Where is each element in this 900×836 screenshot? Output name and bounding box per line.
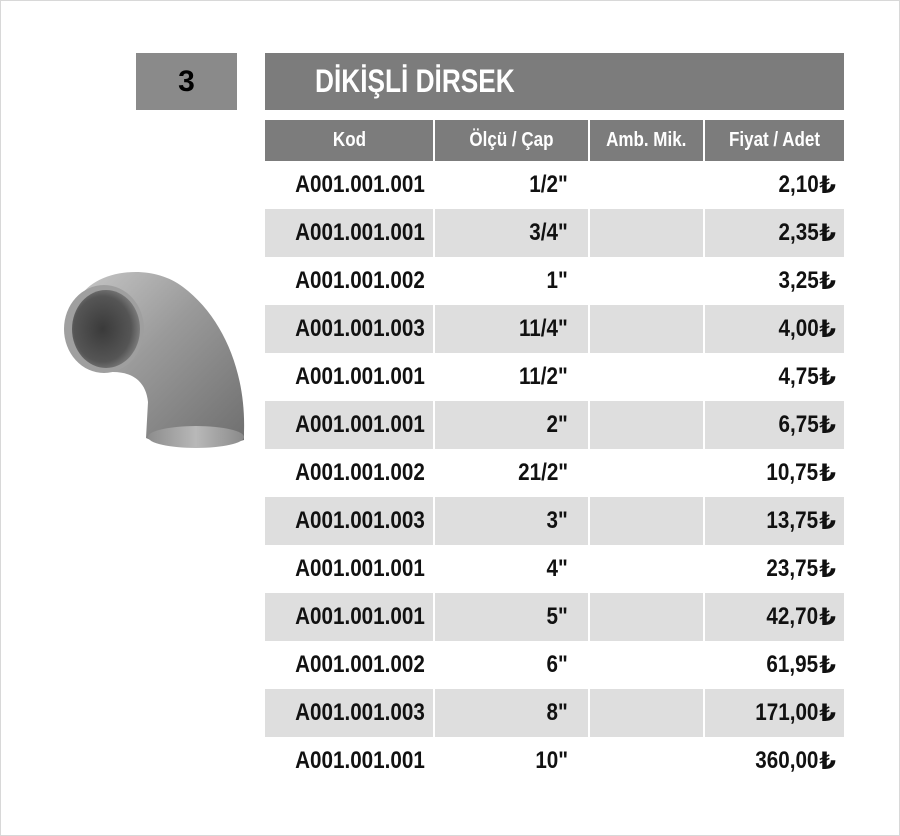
currency-symbol: ₺ xyxy=(819,171,836,199)
cell-kod: A001.001.003 xyxy=(265,305,435,353)
cell-amb xyxy=(590,305,705,353)
table-row xyxy=(265,641,844,689)
column-header-kod: Kod xyxy=(265,120,435,161)
price-table xyxy=(265,120,844,785)
cell-kod: A001.001.001 xyxy=(265,545,435,593)
pipe-elbow-icon xyxy=(58,262,250,452)
cell-fiyat: 23,75 ₺ xyxy=(766,555,836,583)
currency-symbol: ₺ xyxy=(819,315,836,343)
cell-fiyat: 13,75 ₺ xyxy=(705,497,844,545)
cell-fiyat: 171,00 ₺ xyxy=(705,689,844,737)
cell-amb xyxy=(590,209,705,257)
cell-kod: A001.001.001 xyxy=(265,353,435,401)
column-header-olcu: Ölçü / Çap xyxy=(435,120,590,161)
cell-fiyat: 61,95 ₺ xyxy=(766,651,836,679)
currency-symbol: ₺ xyxy=(819,651,836,679)
currency-symbol: ₺ xyxy=(819,507,836,535)
cell-kod: A001.001.001 xyxy=(265,401,435,449)
column-header-fiyat: Fiyat / Adet xyxy=(705,120,844,161)
cell-fiyat: 2,35 ₺ xyxy=(705,209,844,257)
currency-symbol: ₺ xyxy=(819,603,836,631)
cell-kod: A001.001.003 xyxy=(265,497,435,545)
column-header-amb: Amb. Mik. xyxy=(590,120,705,161)
cell-kod: A001.001.001 xyxy=(265,209,435,257)
table-row xyxy=(265,593,844,641)
currency-symbol: ₺ xyxy=(819,747,836,775)
table-body xyxy=(265,161,844,785)
cell-fiyat: 4,00 ₺ xyxy=(705,305,844,353)
cell-amb xyxy=(590,497,705,545)
cell-kod: A001.001.002 xyxy=(265,449,435,497)
cell-amb xyxy=(590,401,705,449)
cell-kod: A001.001.001 xyxy=(265,737,435,785)
currency-symbol: ₺ xyxy=(819,267,836,295)
cell-fiyat: 42,70 ₺ xyxy=(705,593,844,641)
table-row xyxy=(265,689,844,737)
table-row xyxy=(265,257,844,305)
cell-olcu: 21/2" xyxy=(435,449,590,497)
cell-fiyat: 4,75 ₺ xyxy=(778,363,836,391)
section-number: 3 xyxy=(136,53,237,110)
table-row xyxy=(265,737,844,785)
table-row xyxy=(265,545,844,593)
cell-olcu: 8" xyxy=(435,689,590,737)
currency-symbol: ₺ xyxy=(819,411,836,439)
cell-olcu: 10" xyxy=(435,737,590,785)
table-row xyxy=(265,353,844,401)
table-header xyxy=(265,120,844,161)
page-title xyxy=(265,53,844,110)
cell-amb xyxy=(590,257,705,305)
table-row xyxy=(265,209,844,257)
table-row xyxy=(265,449,844,497)
cell-fiyat: 10,75 ₺ xyxy=(766,459,836,487)
cell-fiyat: 6,75 ₺ xyxy=(705,401,844,449)
cell-olcu: 11/2" xyxy=(435,353,590,401)
cell-fiyat: 3,25 ₺ xyxy=(778,267,836,295)
cell-kod: A001.001.001 xyxy=(265,161,435,209)
cell-amb xyxy=(590,161,705,209)
cell-kod: A001.001.002 xyxy=(265,257,435,305)
cell-olcu: 5" xyxy=(435,593,590,641)
cell-amb xyxy=(590,449,705,497)
cell-amb xyxy=(590,593,705,641)
cell-olcu: 4" xyxy=(435,545,590,593)
cell-fiyat: 360,00 ₺ xyxy=(755,747,836,775)
cell-amb xyxy=(590,353,705,401)
cell-olcu: 3" xyxy=(435,497,590,545)
cell-fiyat: 2,10 ₺ xyxy=(778,171,836,199)
cell-amb xyxy=(590,545,705,593)
table-row xyxy=(265,161,844,209)
cell-olcu: 2" xyxy=(435,401,590,449)
currency-symbol: ₺ xyxy=(819,363,836,391)
cell-kod: A001.001.001 xyxy=(265,593,435,641)
cell-amb xyxy=(590,737,705,785)
table-row xyxy=(265,305,844,353)
cell-olcu: 11/4" xyxy=(435,305,590,353)
currency-symbol: ₺ xyxy=(819,699,836,727)
currency-symbol: ₺ xyxy=(819,219,836,247)
page-title-text: DİKİŞLİ DİRSEK xyxy=(315,63,515,99)
cell-olcu: 3/4" xyxy=(435,209,590,257)
cell-kod: A001.001.003 xyxy=(265,689,435,737)
currency-symbol: ₺ xyxy=(819,459,836,487)
cell-olcu: 1/2" xyxy=(435,161,590,209)
cell-olcu: 6" xyxy=(435,641,590,689)
cell-amb xyxy=(590,689,705,737)
cell-olcu: 1" xyxy=(435,257,590,305)
currency-symbol: ₺ xyxy=(819,555,836,583)
cell-kod: A001.001.002 xyxy=(265,641,435,689)
table-row xyxy=(265,401,844,449)
table-row xyxy=(265,497,844,545)
cell-amb xyxy=(590,641,705,689)
